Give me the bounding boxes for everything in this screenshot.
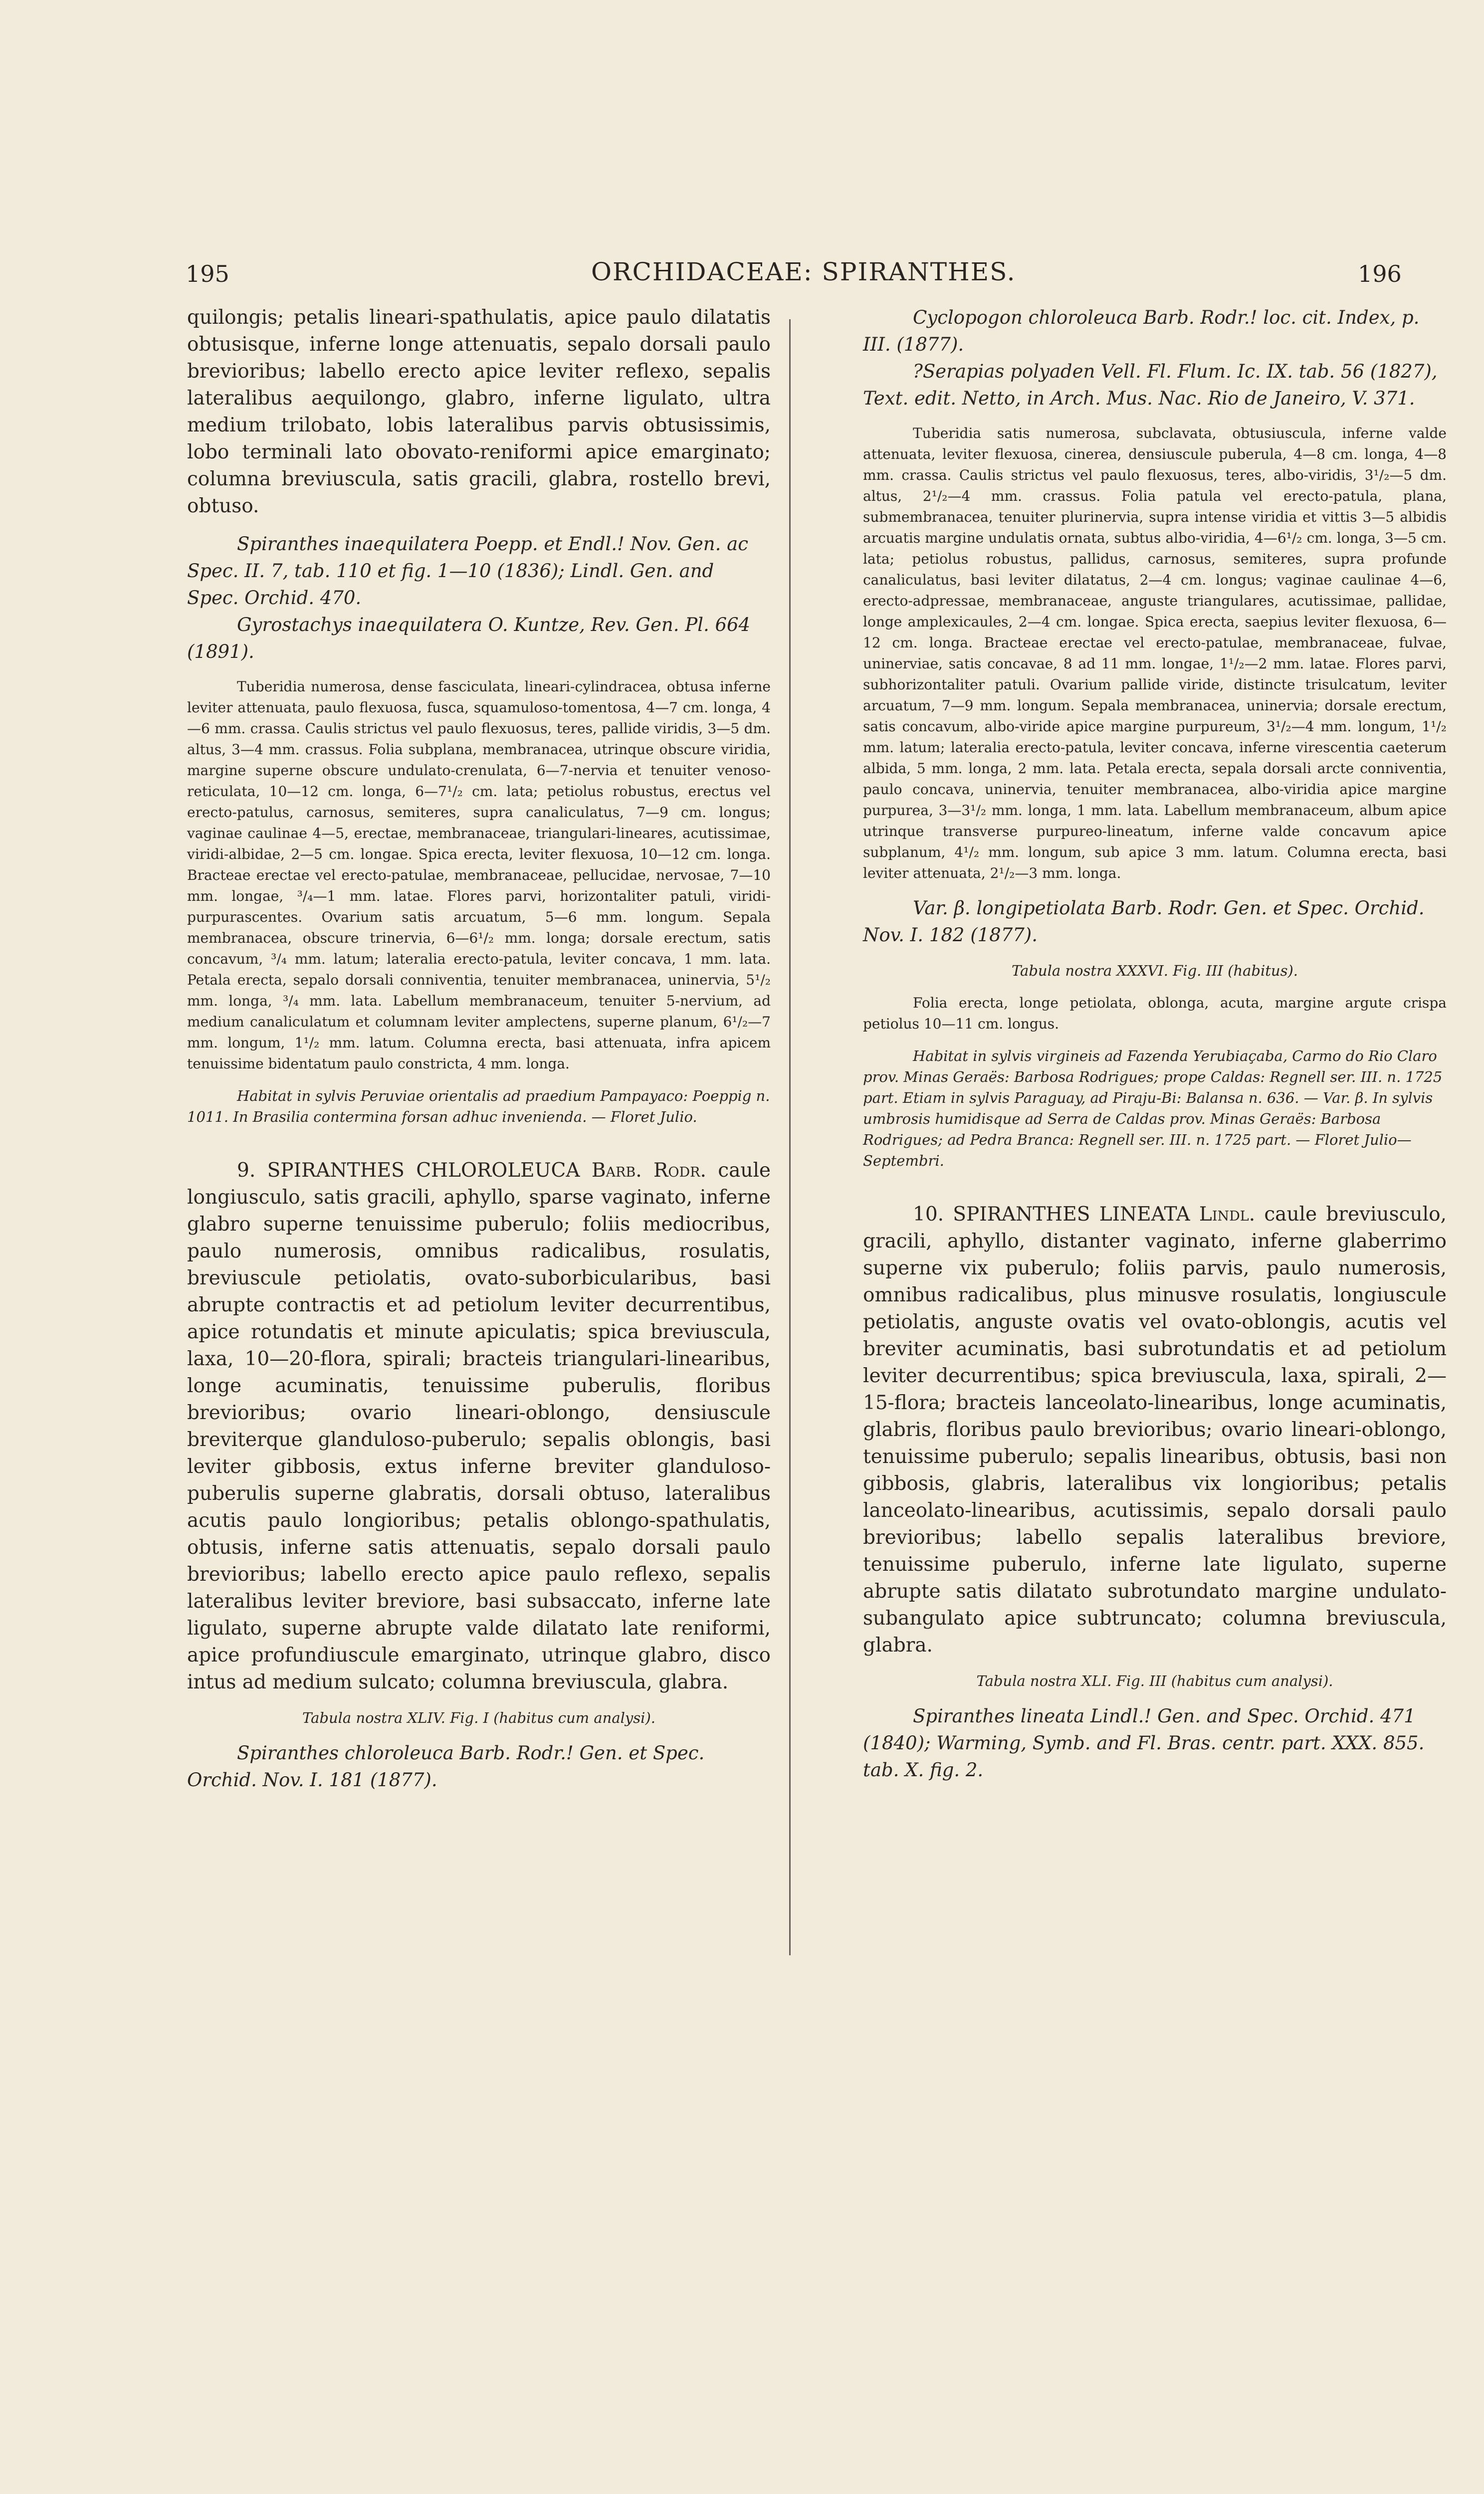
description-paragraph: Tuberidia numerosa, dense fasciculata, lineari-cylindracea, obtusa inferne leviter attenuata, paulo flexuosa, fusca, squamuloso-tomentosa, 4—7 cm. longa, 4—6 mm. crassa. Caulis strictus vel paulo flexuosus, teres, pallide viridis, 3—5 dm. altus, 3—4 mm. crassus. Folia subplana, membranacea, utrinque obscure viridia, margine superne obscure undulato-crenulata, 6—7-nervia et tenuiter venoso-reticulata, 10—12 cm. longa, 6—7¹/₂ cm. lata; petiolus robustus, erectus vel erecto-patulus, carnosus, semiteres, supra canaliculatus, 7—9 cm. longus; vaginae caulinae 4—5, erectae, membranaceae, triangulari-lineares, acutissimae, viridi-albidae, 2—5 cm. longae. Spica erecta, leviter flexuosa, 10—12 cm. longa. Bracteae erectae vel erecto-patulae, membranaceae, pellucidae, nervosae, 7—10 mm. longae, ³/₄—1 mm. latae. Flores parvi, horizontaliter patuli, viridi-purpurascentes. Ovarium satis arcuatum, 5—6 mm. longum. Sepala membranacea, obscure trinervia, 6—6¹/₂ mm. longa; dorsale erectum, satis concavum, ³/₄ mm. latum; lateralia erecto-patula, leviter concava, 1 mm. lata. Petala erecta, sepalo dorsali conniventia, tenuiter membranacea, uninervia, 5¹/₂ mm. longa, ³/₄ mm. lata. Labellum membranaceum, tenuiter 5-nervium, ad medium canaliculatum et columnam leviter amplectens, superne planum, 6¹/₂—7 mm. longum, 1¹/₂ mm. latum. Columna erecta, basi attenuata, infra apicem tenuissime bidentatum paulo constricta, 4 mm. longa. (187, 678, 771, 1072)
citation-spiranthes-lineata: Spiranthes lineata Lindl.! Gen. and Spec. Orchid. 471 (1840); Warming, Symb. and Fl. Bras. centr. part. XXX. 855. tab. X. fig. 2. (863, 1705, 1425, 1781)
habitat-paragraph: Habitat in sylvis Peruviae orientalis ad praedium Pampayaco: Poeppig n. 1011. In Brasilia contermina forsan adhuc invenienda. — Floret Julio. (187, 1087, 770, 1125)
running-header-title: ORCHIDACEAE: SPIRANTHES. (591, 257, 1016, 286)
species-10-paragraph (863, 1201, 1447, 1659)
variety-description: Folia erecta, longe petiolata, oblonga, acuta, margine argute crispa petiolus 10—11 cm. longus. (863, 995, 1447, 1032)
species-9-heading: 9. SPIRANTHES CHLOROLEUCA Barb. Rodr. (237, 1159, 706, 1182)
species-9-paragraph (187, 1157, 771, 1696)
citation-cyclopogon: Cyclopogon chloroleuca Barb. Rodr.! loc. cit. Index, p. III. (1877). (863, 307, 1420, 355)
page-number-right: 196 (1358, 260, 1402, 287)
page-number-left: 195 (186, 260, 229, 287)
left-column (187, 304, 771, 1794)
citation-serapias: ?Serapias polyaden Vell. Fl. Flum. Ic. IX. tab. 56 (1827), Text. edit. Netto, in Arch. Mus. Nac. Rio de Janeiro, V. 371. (863, 361, 1438, 409)
species-9-text: caule longiusculo, satis gracili, aphyllo, sparse vaginato, inferne glabro superne tenuissime puberulo; foliis mediocribus, paulo numerosis, omnibus radicalibus, rosulatis, breviuscule petiolatis, ovato-suborbicularibus, basi abrupte contractis et ad petiolum leviter decurrentibus, apice rotundatis et minute apiculatis; spica breviuscula, laxa, 10—20-flora, spirali; bracteis triangulari-linearibus, longe acuminatis, tenuissime puberulis, floribus brevioribus; ovario lineari-oblongo, densiuscule breviterque glanduloso-puberulo; sepalis oblongis, basi leviter gibbosis, extus inferne breviter glanduloso-puberulis superne glabratis, dorsali obtuso, lateralibus acutis paulo longioribus; petalis oblongo-spathulatis, obtusis, inferne satis attenuatis, sepalo dorsali paulo brevioribus; labello erecto apice paulo reflexo, sepalis lateralibus leviter breviore, basi subsaccato, inferne late ligulato, superne abrupte valde dilatato late reniformi, apice profundiuscule emarginato, utrinque glabro, disco intus ad medium sulcato; columna breviuscula, glabra. (187, 1159, 771, 1693)
citation-gyrostachys: Gyrostachys inaequilatera O. Kuntze, Rev. Gen. Pl. 664 (1891). (187, 614, 751, 662)
species-10-text: caule breviusculo, gracili, aphyllo, distanter vaginato, inferne glaberrimo superne vix puberulo; foliis parvis, paulo numerosis, omnibus radicalibus, plus minusve rosulatis, longiuscule petiolatis, anguste ovatis vel ovato-oblongis, acutis vel breviter acuminatis, basi subrotundatis et ad petiolum leviter decurrentibus; spica breviuscula, laxa, spirali, 2—15-flora; bracteis lanceolato-linearibus, longe acuminatis, glabris, floribus paulo brevioribus; ovario lineari-oblongo, tenuissime puberulo; sepalis linearibus, obtusis, basi non gibbosis, glabris, lateralibus vix longioribus; petalis lanceolato-linearibus, acutissimis, sepalo dorsali paulo brevioribus; labello sepalis lateralibus breviore, tenuissime puberulo, inferne late ligulato, superne abrupte satis dilatato subrotundato margine undulato-subangulato apice subtruncato; columna breviuscula, glabra. (863, 1203, 1447, 1657)
column-divider (789, 319, 791, 1955)
right-column (863, 304, 1447, 1784)
tabula-reference: Tabula nostra XLIV. Fig. I (habitus cum analysi). (302, 1709, 655, 1726)
habitat-paragraph-right: Habitat in sylvis virgineis ad Fazenda Yerubiaçaba, Carmo do Rio Claro prov. Minas Geraës: Barbosa Rodrigues; prope Caldas: Regnell ser. III. n. 1725 part. Etiam in sylvis Paraguay, ad Piraju-Bi: Balansa n. 636. — Var. β. In sylvis umbrosis humidisque ad Serra de Caldas prov. Minas Geraës: Barbosa Rodrigues; ad Pedra Branca: Regnell ser. III. n. 1725 part. — Floret Julio—Septembri. (863, 1047, 1443, 1169)
species-10-heading: 10. SPIRANTHES LINEATA Lindl. (913, 1203, 1256, 1226)
tabula-reference-variety: Tabula nostra XXXVI. Fig. III (habitus). (1011, 962, 1298, 979)
description-paragraph-right: Tuberidia satis numerosa, subclavata, obtusiuscula, inferne valde attenuata, leviter flexuosa, cinerea, densiuscule puberula, 4—8 cm. longa, 4—8 mm. crassa. Caulis strictus vel paulo flexuosus, teres, albo-viridis, 3¹/₂—5 dm. altus, 2¹/₂—4 mm. crassus. Folia patula vel erecto-patula, plana, submembranacea, tenuiter plurinervia, supra intense viridia et vittis 3—5 albidis arcuatis margine undulatis ornata, subtus albo-viridia, 4—6¹/₂ cm. longa, 3—5 cm. lata; petiolus robustus, pallidus, carnosus, semiteres, supra profunde canaliculatus, basi leviter dilatatus, 2—4 cm. longus; vaginae caulinae 4—6, erecto-adpressae, membranaceae, anguste triangulares, acutissimae, pallidae, longe amplexicaules, 2—4 cm. longae. Spica erecta, saepius leviter flexuosa, 6—12 cm. longa. Bracteae erectae vel erecto-patulae, membranaceae, fulvae, uninerviae, satis concavae, 8 ad 11 mm. longae, 1¹/₂—2 mm. latae. Flores parvi, subhorizontaliter patuli. Ovarium pallide viride, distincte trisulcatum, leviter arcuatum, 7—9 mm. longum. Sepala membranacea, uninervia; dorsale erectum, satis concavum, albo-viride apice margine purpureum, 3¹/₂—4 mm. longum, 1¹/₂ mm. latum; lateralia erecto-patula, leviter concava, inferne virescentia caeterum albida, 5 mm. longa, 2 mm. lata. Petala erecta, sepala dorsali arcte conniventia, paulo concava, uninervia, tenuiter membranacea, albo-viridia apice margine purpurea, 3—3¹/₂ mm. longa, 1 mm. lata. Labellum membranaceum, album apice utrinque transverse purpureo-lineatum, inferne valde concavum apice subplanum, 4¹/₂ mm. longum, sub apice 3 mm. latum. Columna erecta, basi leviter attenuata, 2¹/₂—3 mm. longa. (863, 425, 1447, 881)
intro-paragraph: quilongis; petalis lineari-spathulatis, apice paulo dilatatis obtusisque, inferne longe attenuatis, sepalo dorsali paulo brevioribus; labello erecto apice leviter reflexo, sepalis lateralibus aequilongo, glabro, inferne ligulato, ultra medium trilobato, lobis lateralibus parvis obtusissimis, lobo terminali lato obovato-reniformi apice emarginato; columna breviuscula, satis gracili, glabra, rostello brevi, obtuso. (187, 306, 771, 517)
variety-heading: Var. β. longipetiolata Barb. Rodr. Gen. et Spec. Orchid. Nov. I. 182 (1877). (863, 897, 1425, 946)
tabula-reference-species-10: Tabula nostra XLI. Fig. III (habitus cum analysi). (976, 1672, 1333, 1689)
citation-spiranthes-inaequilatera: Spiranthes inaequilatera Poepp. et Endl.! Nov. Gen. ac Spec. II. 7, tab. 110 et fig. 1—10 (1836); Lindl. Gen. and Spec. Orchid. 470. (187, 533, 748, 609)
citation-spiranthes-chloroleuca: Spiranthes chloroleuca Barb. Rodr.! Gen. et Spec. Orchid. Nov. I. 181 (1877). (187, 1742, 705, 1791)
